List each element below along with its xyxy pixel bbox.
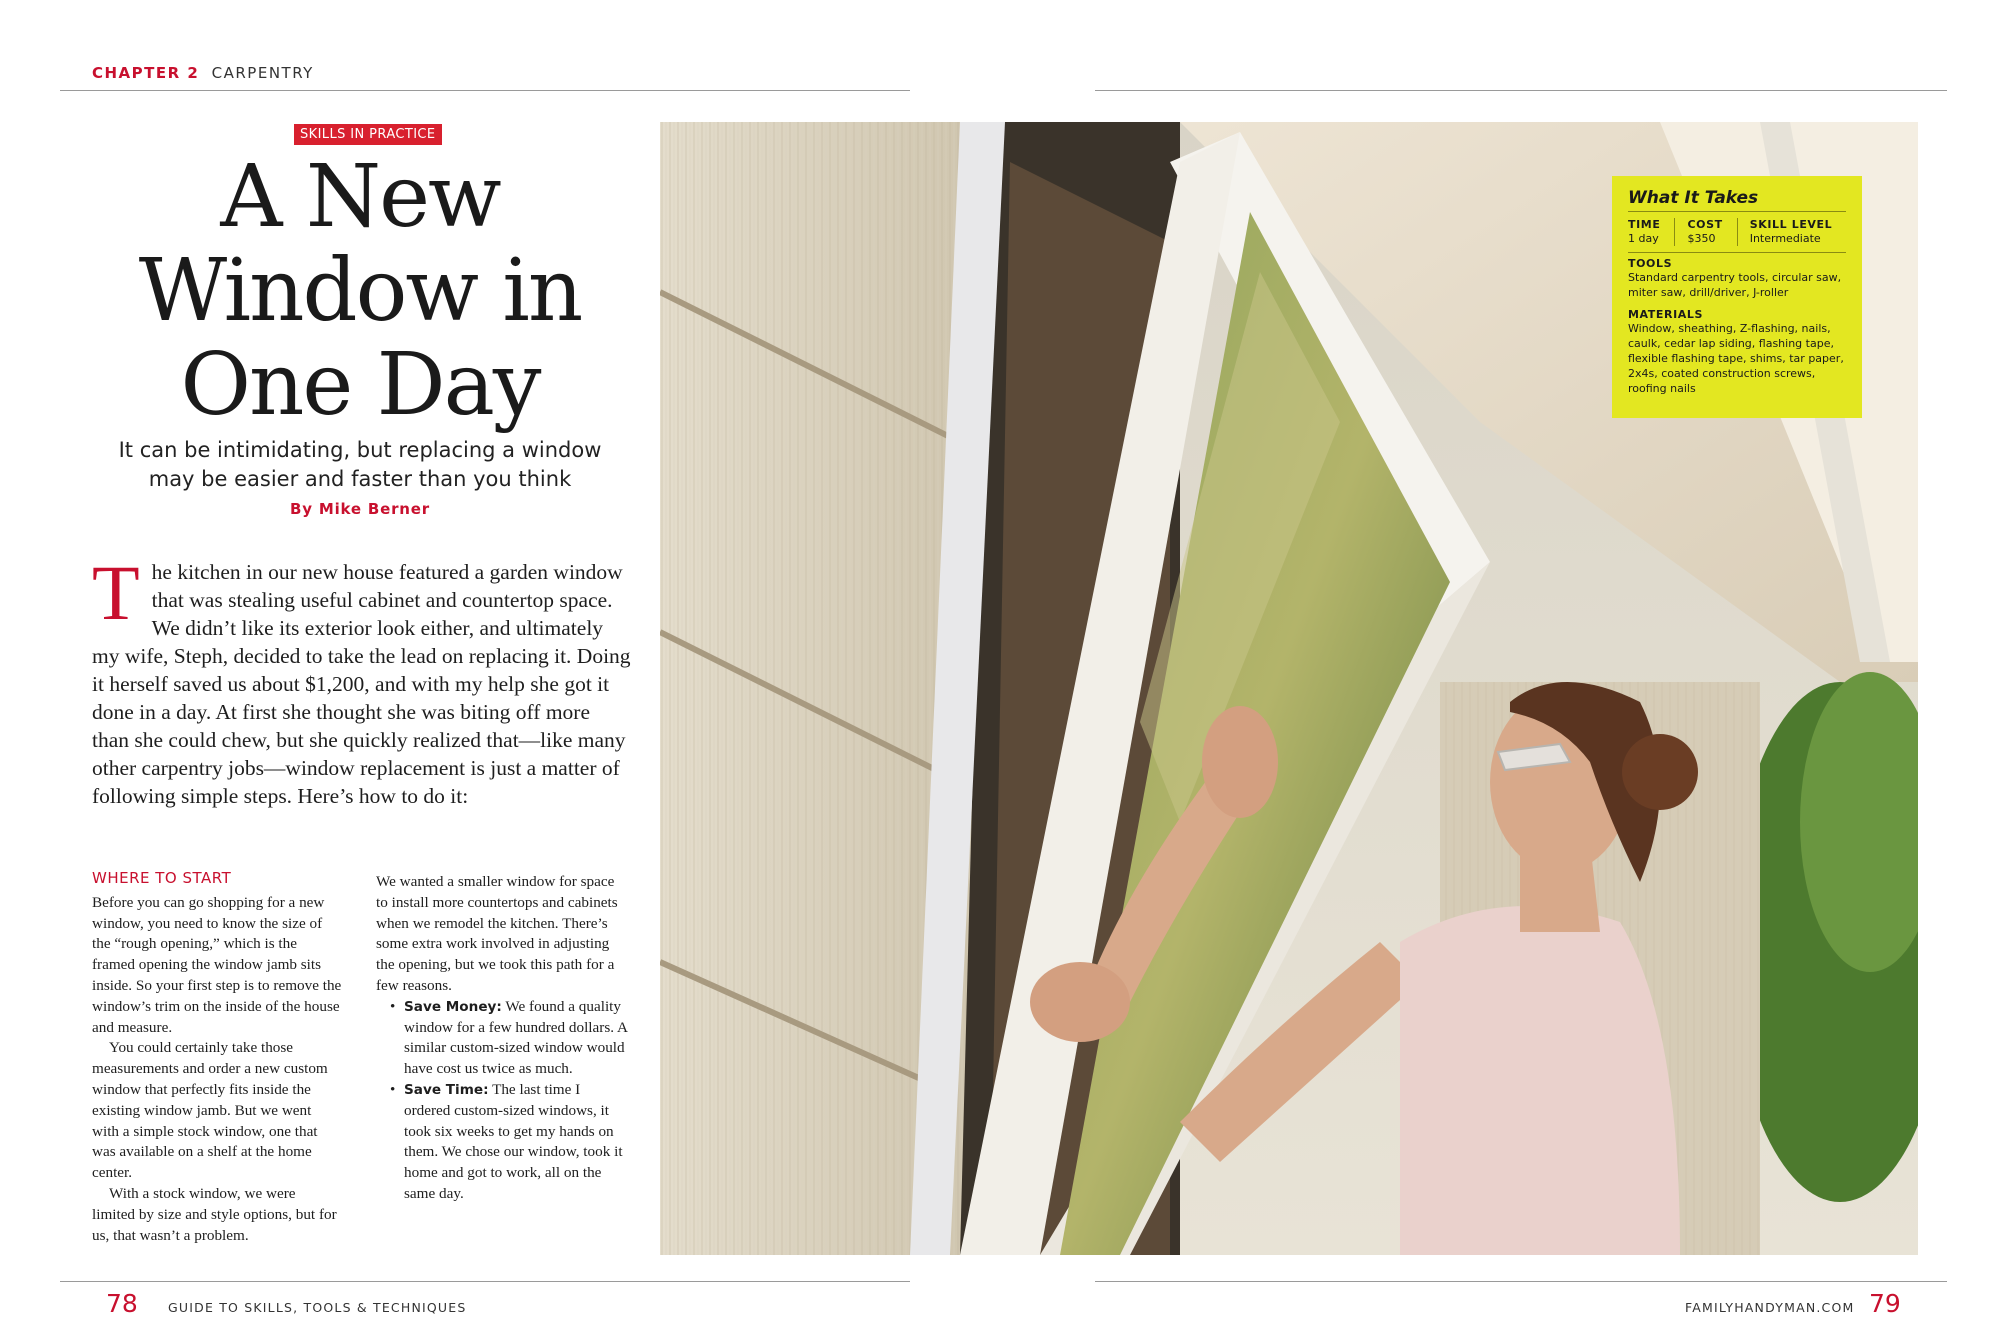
- cost-cell: [1687, 218, 1737, 246]
- col2-paragraph-1: We wanted a smaller window for space to install more countertops and cabinets when we remodel the kitchen. There’s some extra work involved in adjusting the opening, but we took this path for a few reasons.: [376, 873, 618, 994]
- title-line-2: Window in: [138, 241, 582, 341]
- page-number-right: 79: [1869, 1289, 1901, 1318]
- article-title: [100, 147, 620, 435]
- tools-value: Standard carpentry tools, circular saw, miter saw, drill/driver, J-roller: [1628, 271, 1842, 299]
- title-line-3: One Day: [180, 335, 540, 435]
- time-value: 1 day: [1628, 232, 1659, 245]
- page-number-left: 78: [106, 1289, 138, 1318]
- footer-website: FAMILYHANDYMAN.COM: [1685, 1300, 1855, 1315]
- col1-paragraph-1: Before you can go shopping for a new window, you need to know the size of the “rough opening,” which is the framed opening the window jamb sits inside. So your first step is to remove the window’s trim on the inside of the house and measure.: [92, 893, 342, 1036]
- col1-paragraph-3: With a stock window, we were limited by size and style options, but for us, that wasn’t a problem.: [92, 1184, 337, 1244]
- bullet-save-money: [376, 997, 628, 1080]
- cost-value: $350: [1687, 232, 1716, 245]
- bullet-text: The last time I ordered custom-sized windows, it took six weeks to get my hands on them. We chose our window, took it home and got to work, all on the same day.: [404, 1080, 623, 1202]
- box-title: What It Takes: [1628, 188, 1846, 212]
- lead-text: he kitchen in our new house featured a garden window that was stealing useful cabinet and countertop space. We didn’t like its exterior look either, and ultimately my wife, Steph, decided to take the lead on replacing it. Doing it herself saved us about $1,200, and with my help she got it done in a day. At first she thought she was biting off more than she could chew, but she quickly realized that—like many other carpentry jobs—window replacement is just a matter of following simple steps. Here’s how to do it:: [92, 560, 631, 808]
- bullet-label: Save Time:: [404, 1081, 489, 1098]
- section-label: CARPENTRY: [211, 64, 314, 82]
- box-stats-row: [1628, 218, 1846, 246]
- bullet-label: Save Money:: [404, 998, 502, 1015]
- drop-cap: T: [92, 549, 140, 636]
- subhead-where-to-start: WHERE TO START: [92, 869, 232, 887]
- footer-guide-title: GUIDE TO SKILLS, TOOLS & TECHNIQUES: [168, 1300, 467, 1315]
- time-cell: [1628, 218, 1675, 246]
- section-tag: SKILLS IN PRACTICE: [294, 124, 442, 145]
- materials-section: [1628, 308, 1846, 396]
- what-it-takes-box: [1612, 176, 1862, 418]
- materials-label: MATERIALS: [1628, 308, 1704, 321]
- byline: By Mike Berner: [290, 500, 430, 518]
- bullet-text: We found a quality window for a few hundred dollars. A similar custom-sized window would have cost us twice as much.: [404, 997, 628, 1078]
- body-column-2: [376, 872, 628, 1205]
- running-head: [92, 64, 314, 82]
- materials-value: Window, sheathing, Z-flashing, nails, caulk, cedar lap siding, flashing tape, flexible flashing tape, shims, tar paper, 2x4s, coated construction screws, roofing nails: [1628, 322, 1844, 395]
- tools-label: TOOLS: [1628, 257, 1673, 270]
- deck: [100, 436, 620, 494]
- lead-paragraph: [92, 549, 632, 810]
- skill-label: SKILL LEVEL: [1749, 218, 1833, 231]
- chapter-label: CHAPTER 2: [92, 64, 200, 82]
- deck-line-1: It can be intimidating, but replacing a window: [118, 438, 602, 462]
- bullet-dot: •: [390, 997, 396, 1015]
- bottom-rule-left: [60, 1281, 910, 1282]
- skill-cell: [1750, 218, 1833, 246]
- top-rule-right: [1095, 90, 1947, 91]
- time-label: TIME: [1628, 218, 1661, 231]
- bullet-save-time: [376, 1080, 628, 1205]
- title-line-1: A New: [220, 147, 500, 247]
- body-column-1: [92, 868, 342, 1246]
- bullet-dot: •: [390, 1080, 396, 1098]
- bottom-rule-right: [1095, 1281, 1947, 1282]
- col1-paragraph-2: You could certainly take those measurements and order a new custom window that perfectly fits inside the existing window jamb. But we went with a simple stock window, one that was available on a shelf at the home center.: [92, 1039, 328, 1182]
- top-rule-left: [60, 90, 910, 91]
- deck-line-2: may be easier and faster than you think: [148, 467, 572, 491]
- skill-value: Intermediate: [1749, 232, 1821, 245]
- tools-section: [1628, 252, 1846, 300]
- cost-label: COST: [1687, 218, 1723, 231]
